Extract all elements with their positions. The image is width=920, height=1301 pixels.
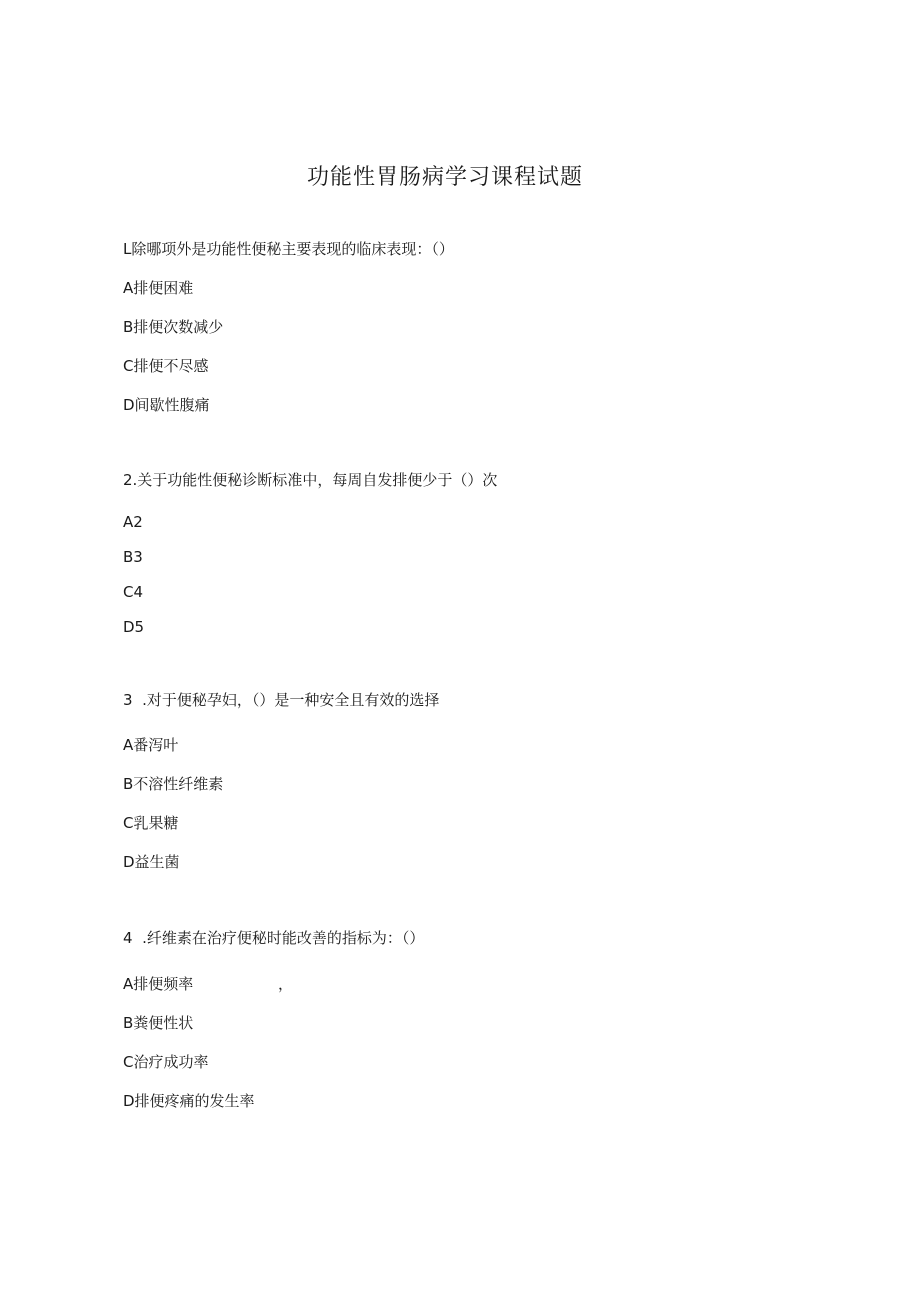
question-1-option-b: B排便次数减少: [123, 318, 224, 336]
question-4-option-a: A排便频率: [123, 975, 194, 993]
question-1-option-c: C排便不尽感: [123, 357, 209, 375]
page-title: 功能性胃肠病学习课程试题: [306, 165, 583, 190]
question-3-option-b: B不溶性纤维素: [123, 775, 224, 793]
question-3-option-c: C乳果糖: [123, 814, 179, 832]
question-4-option-d: D排便疼痛的发生率: [123, 1092, 255, 1110]
stray-comma-mark: ，: [278, 975, 294, 993]
question-4-option-c: C治疗成功率: [123, 1053, 209, 1071]
question-2-option-d: D5: [123, 618, 145, 636]
question-3-stem: 3 .对于便秘孕妇，（）是一种安全且有效的选择: [123, 691, 440, 709]
question-2-option-a: A2: [123, 513, 143, 531]
question-1-option-d: D间歇性腹痛: [123, 396, 210, 414]
question-1-option-a: A排便困难: [123, 279, 194, 297]
question-3-option-a: A番泻叶: [123, 736, 179, 754]
question-2-option-c: C4: [123, 583, 144, 601]
question-2-stem: 2.关于功能性便秘诊断标准中，每周自发排便少于（）次: [123, 471, 498, 489]
question-1-stem: L除哪项外是功能性便秘主要表现的临床表现：（）: [123, 240, 454, 258]
question-4-stem: 4 .纤维素在治疗便秘时能改善的指标为：（）: [123, 929, 425, 947]
question-3-option-d: D益生菌: [123, 853, 180, 871]
question-2-option-b: B3: [123, 548, 143, 566]
question-4-option-b: B粪便性状: [123, 1014, 194, 1032]
